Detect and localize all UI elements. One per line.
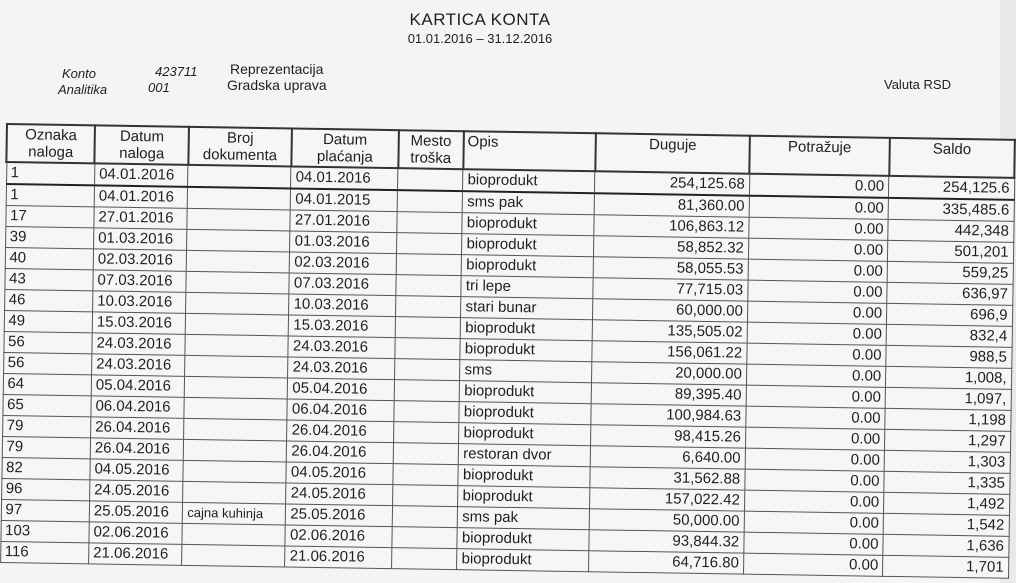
cell-duguje: 98,415.26 xyxy=(591,425,746,448)
cell-opis: bioprodukt xyxy=(459,402,591,425)
document-period: 01.01.2016 – 31.12.2016 xyxy=(407,31,553,46)
cell-duguje: 81,360.00 xyxy=(595,193,750,217)
cell-duguje: 64,716.80 xyxy=(589,551,744,574)
konto-number: 423711 xyxy=(155,64,198,79)
cell-duguje: 254,125.68 xyxy=(595,171,750,195)
cell-datum-placanja: 07.03.2016 xyxy=(289,273,396,296)
cell-datum-naloga: 02.03.2016 xyxy=(93,249,187,271)
cell-datum-placanja: 01.03.2016 xyxy=(290,231,397,254)
cell-oznaka-naloga: 64 xyxy=(3,373,92,395)
cell-saldo: 832,4 xyxy=(886,324,1012,347)
cell-datum-naloga: 27.01.2016 xyxy=(94,207,188,229)
cell-potrazuje: 0.00 xyxy=(747,322,887,345)
cell-datum-naloga: 24.03.2016 xyxy=(92,333,186,355)
cell-datum-naloga: 01.03.2016 xyxy=(93,228,187,250)
cell-datum-naloga: 04.05.2016 xyxy=(90,459,184,481)
cell-mesto-troska xyxy=(395,338,460,360)
cell-opis: bioprodukt xyxy=(462,234,594,257)
cell-mesto-troska xyxy=(392,527,457,549)
document-title: KARTICA KONTA xyxy=(409,10,551,29)
cell-oznaka-naloga: 40 xyxy=(5,248,94,270)
cell-saldo: 559,25 xyxy=(887,261,1013,284)
cell-duguje: 20,000.00 xyxy=(592,362,747,385)
cell-saldo: 335,485.6 xyxy=(888,198,1014,221)
cell-oznaka-naloga: 79 xyxy=(2,415,91,437)
cell-duguje: 89,395.40 xyxy=(592,383,747,406)
cell-oznaka-naloga: 103 xyxy=(0,520,89,542)
cell-potrazuje: 0.00 xyxy=(745,469,885,492)
cell-datum-placanja: 25.05.2016 xyxy=(286,504,393,527)
konto-name: Reprezentacija xyxy=(230,61,324,77)
cell-opis: bioprodukt xyxy=(458,465,590,488)
cell-mesto-troska xyxy=(395,317,460,339)
cell-opis: bioprodukt xyxy=(461,318,593,341)
analitika-number: 001 xyxy=(148,80,170,95)
cell-mesto-troska xyxy=(393,464,458,486)
cell-potrazuje: 0.00 xyxy=(746,385,886,408)
cell-datum-placanja: 26.04.2016 xyxy=(287,441,394,464)
cell-saldo: 254,125.6 xyxy=(889,176,1015,200)
cell-saldo: 1,701 xyxy=(883,555,1009,578)
cell-mesto-troska xyxy=(398,168,463,191)
col-broj-dokumenta: Broj dokumenta xyxy=(188,127,292,167)
cell-mesto-troska xyxy=(397,190,462,213)
cell-broj-dokumenta xyxy=(188,187,291,210)
cell-duguje: 31,562.88 xyxy=(590,467,745,490)
cell-broj-dokumenta xyxy=(187,250,290,273)
cell-opis: sms xyxy=(460,360,592,383)
cell-opis: sms pak xyxy=(463,191,595,215)
col-opis: Opis xyxy=(463,131,596,171)
cell-potrazuje: 0.00 xyxy=(748,238,888,261)
cell-datum-naloga: 26.04.2016 xyxy=(91,417,185,439)
analitika-name: Gradska uprava xyxy=(227,77,327,93)
cell-potrazuje: 0.00 xyxy=(744,511,884,534)
cell-broj-dokumenta xyxy=(185,376,288,399)
cell-saldo: 1,492 xyxy=(884,492,1010,515)
cell-saldo: 1,008, xyxy=(886,366,1012,389)
cell-opis: sms pak xyxy=(458,507,590,530)
cell-saldo: 1,542 xyxy=(883,513,1009,536)
cell-potrazuje: 0.00 xyxy=(749,217,889,240)
cell-saldo: 442,348 xyxy=(888,219,1014,242)
cell-potrazuje: 0.00 xyxy=(746,364,886,387)
cell-broj-dokumenta xyxy=(182,523,285,546)
cell-datum-naloga: 15.03.2016 xyxy=(92,312,186,334)
cell-potrazuje: 0.00 xyxy=(749,196,889,220)
cell-saldo: 1,636 xyxy=(883,534,1009,557)
col-duguje: Duguje xyxy=(595,133,750,173)
cell-saldo: 1,297 xyxy=(885,429,1011,452)
cell-mesto-troska xyxy=(392,506,457,528)
cell-duguje: 58,852.32 xyxy=(594,236,749,259)
cell-oznaka-naloga: 43 xyxy=(4,268,93,290)
ledger-body xyxy=(0,162,1014,578)
cell-mesto-troska xyxy=(394,422,459,444)
cell-oznaka-naloga: 39 xyxy=(5,227,94,249)
cell-datum-naloga: 05.04.2016 xyxy=(91,375,185,397)
cell-broj-dokumenta xyxy=(186,313,289,336)
cell-broj-dokumenta xyxy=(185,334,288,357)
analitika-label: Analitika xyxy=(58,82,108,97)
cell-duguje: 157,022.42 xyxy=(590,488,745,511)
cell-datum-naloga: 25.05.2016 xyxy=(89,501,183,523)
cell-potrazuje: 0.00 xyxy=(748,280,888,303)
cell-saldo: 1,303 xyxy=(884,450,1010,473)
cell-broj-dokumenta xyxy=(185,355,288,378)
cell-potrazuje: 0.00 xyxy=(747,301,887,324)
cell-datum-placanja: 04.01.2016 xyxy=(291,166,398,190)
cell-duguje: 156,061.22 xyxy=(592,341,747,364)
cell-datum-placanja: 04.01.2015 xyxy=(291,188,398,211)
cell-opis: bioprodukt xyxy=(460,381,592,404)
cell-mesto-troska xyxy=(393,443,458,465)
cell-duguje: 106,863.12 xyxy=(594,215,749,238)
cell-mesto-troska xyxy=(393,485,458,507)
cell-datum-placanja: 24.03.2016 xyxy=(288,357,395,380)
cell-broj-dokumenta xyxy=(187,229,290,252)
cell-mesto-troska xyxy=(394,401,459,423)
cell-opis: bioprodukt xyxy=(459,423,591,446)
cell-duguje: 50,000.00 xyxy=(590,509,745,532)
cell-datum-naloga: 04.01.2016 xyxy=(94,185,188,208)
cell-saldo: 988,5 xyxy=(886,345,1012,368)
col-mesto-troska: Mesto troška xyxy=(398,130,464,169)
cell-potrazuje: 0.00 xyxy=(747,343,887,366)
cell-datum-placanja: 21.06.2016 xyxy=(285,546,392,569)
cell-opis: bioprodukt xyxy=(462,255,594,278)
cell-opis: bioprodukt xyxy=(457,528,589,551)
cell-broj-dokumenta xyxy=(183,460,286,483)
cell-opis: restoran dvor xyxy=(459,444,591,467)
cell-mesto-troska xyxy=(396,275,461,297)
cell-saldo: 1,198 xyxy=(885,408,1011,431)
cell-datum-naloga: 02.06.2016 xyxy=(89,522,183,544)
cell-potrazuje: 0.00 xyxy=(746,406,886,429)
cell-datum-placanja: 04.05.2016 xyxy=(286,462,393,485)
cell-saldo: 1,335 xyxy=(884,471,1010,494)
cell-opis: stari bunar xyxy=(461,297,593,320)
cell-oznaka-naloga: 65 xyxy=(2,394,91,416)
cell-broj-dokumenta xyxy=(188,165,291,189)
cell-duguje: 6,640.00 xyxy=(591,446,746,469)
cell-oznaka-naloga: 17 xyxy=(5,206,94,228)
cell-oznaka-naloga: 82 xyxy=(1,457,90,479)
cell-opis: bioprodukt xyxy=(463,169,595,193)
cell-opis: bioprodukt xyxy=(457,549,589,572)
cell-datum-placanja: 02.03.2016 xyxy=(290,252,397,275)
cell-potrazuje: 0.00 xyxy=(743,553,883,576)
cell-datum-placanja: 02.06.2016 xyxy=(285,525,392,548)
ledger-table xyxy=(0,123,1016,579)
cell-opis: bioprodukt xyxy=(458,486,590,509)
cell-datum-placanja: 10.03.2016 xyxy=(289,294,396,317)
cell-opis: bioprodukt xyxy=(460,339,592,362)
cell-oznaka-naloga: 1 xyxy=(6,162,95,185)
cell-broj-dokumenta xyxy=(184,397,287,420)
cell-oznaka-naloga: 116 xyxy=(0,541,89,563)
cell-broj-dokumenta xyxy=(182,544,285,567)
cell-potrazuje: 0.00 xyxy=(749,174,889,198)
col-potrazuje: Potražuje xyxy=(750,136,890,176)
cell-oznaka-naloga: 1 xyxy=(6,184,95,207)
cell-datum-naloga: 06.04.2016 xyxy=(91,396,185,418)
cell-datum-placanja: 06.04.2016 xyxy=(287,399,394,422)
cell-potrazuje: 0.00 xyxy=(745,448,885,471)
cell-datum-placanja: 24.03.2016 xyxy=(288,336,395,359)
cell-broj-dokumenta xyxy=(184,418,287,441)
cell-oznaka-naloga: 56 xyxy=(3,352,92,374)
cell-mesto-troska xyxy=(394,380,459,402)
cell-datum-naloga: 21.06.2016 xyxy=(89,543,183,565)
cell-datum-placanja: 27.01.2016 xyxy=(290,210,397,233)
cell-potrazuje: 0.00 xyxy=(744,532,884,555)
cell-duguje: 58,055.53 xyxy=(594,257,749,280)
cell-potrazuje: 0.00 xyxy=(745,427,885,450)
cell-mesto-troska xyxy=(397,233,462,255)
cell-duguje: 135,505.02 xyxy=(593,320,748,343)
cell-broj-dokumenta: cajna kuhinja xyxy=(183,502,286,525)
cell-datum-placanja: 05.04.2016 xyxy=(288,378,395,401)
konto-label: Konto xyxy=(62,66,96,81)
cell-saldo: 1,097, xyxy=(885,387,1011,410)
cell-oznaka-naloga: 97 xyxy=(1,499,90,521)
cell-duguje: 77,715.03 xyxy=(593,278,748,301)
cell-broj-dokumenta xyxy=(186,271,289,294)
cell-datum-naloga: 24.03.2016 xyxy=(92,354,186,376)
cell-oznaka-naloga: 96 xyxy=(1,478,90,500)
col-oznaka-naloga: Oznaka naloga xyxy=(6,124,95,163)
cell-datum-naloga: 07.03.2016 xyxy=(93,270,187,292)
cell-opis: bioprodukt xyxy=(462,213,594,236)
cell-datum-naloga: 04.01.2016 xyxy=(94,163,188,186)
cell-datum-placanja: 24.05.2016 xyxy=(286,483,393,506)
col-saldo: Saldo xyxy=(889,138,1015,178)
cell-potrazuje: 0.00 xyxy=(748,259,888,282)
col-datum-naloga: Datum naloga xyxy=(95,125,189,164)
cell-datum-placanja: 26.04.2016 xyxy=(287,420,394,443)
cell-broj-dokumenta xyxy=(183,481,286,504)
cell-mesto-troska xyxy=(392,548,457,570)
cell-potrazuje: 0.00 xyxy=(744,490,884,513)
cell-mesto-troska xyxy=(397,212,462,234)
cell-saldo: 636,97 xyxy=(887,282,1013,305)
cell-broj-dokumenta xyxy=(186,292,289,315)
cell-duguje: 60,000.00 xyxy=(593,299,748,322)
cell-oznaka-naloga: 49 xyxy=(4,310,93,332)
cell-saldo: 696,9 xyxy=(887,303,1013,326)
currency-label: Valuta RSD xyxy=(884,77,951,92)
cell-datum-naloga: 10.03.2016 xyxy=(92,291,186,313)
cell-broj-dokumenta xyxy=(187,208,290,231)
cell-broj-dokumenta xyxy=(184,439,287,462)
cell-saldo: 501,201 xyxy=(888,240,1014,263)
cell-mesto-troska xyxy=(395,359,460,381)
cell-mesto-troska xyxy=(396,254,461,276)
cell-mesto-troska xyxy=(396,296,461,318)
cell-opis: tri lepe xyxy=(461,276,593,299)
cell-duguje: 93,844.32 xyxy=(589,530,744,553)
col-datum-placanja: Datum plaćanja xyxy=(291,128,398,168)
cell-datum-naloga: 26.04.2016 xyxy=(90,438,184,460)
cell-oznaka-naloga: 79 xyxy=(2,436,91,458)
cell-datum-placanja: 15.03.2016 xyxy=(289,315,396,338)
cell-datum-naloga: 24.05.2016 xyxy=(90,480,184,502)
cell-oznaka-naloga: 46 xyxy=(4,289,93,311)
cell-oznaka-naloga: 56 xyxy=(3,331,92,353)
cell-duguje: 100,984.63 xyxy=(591,404,746,427)
